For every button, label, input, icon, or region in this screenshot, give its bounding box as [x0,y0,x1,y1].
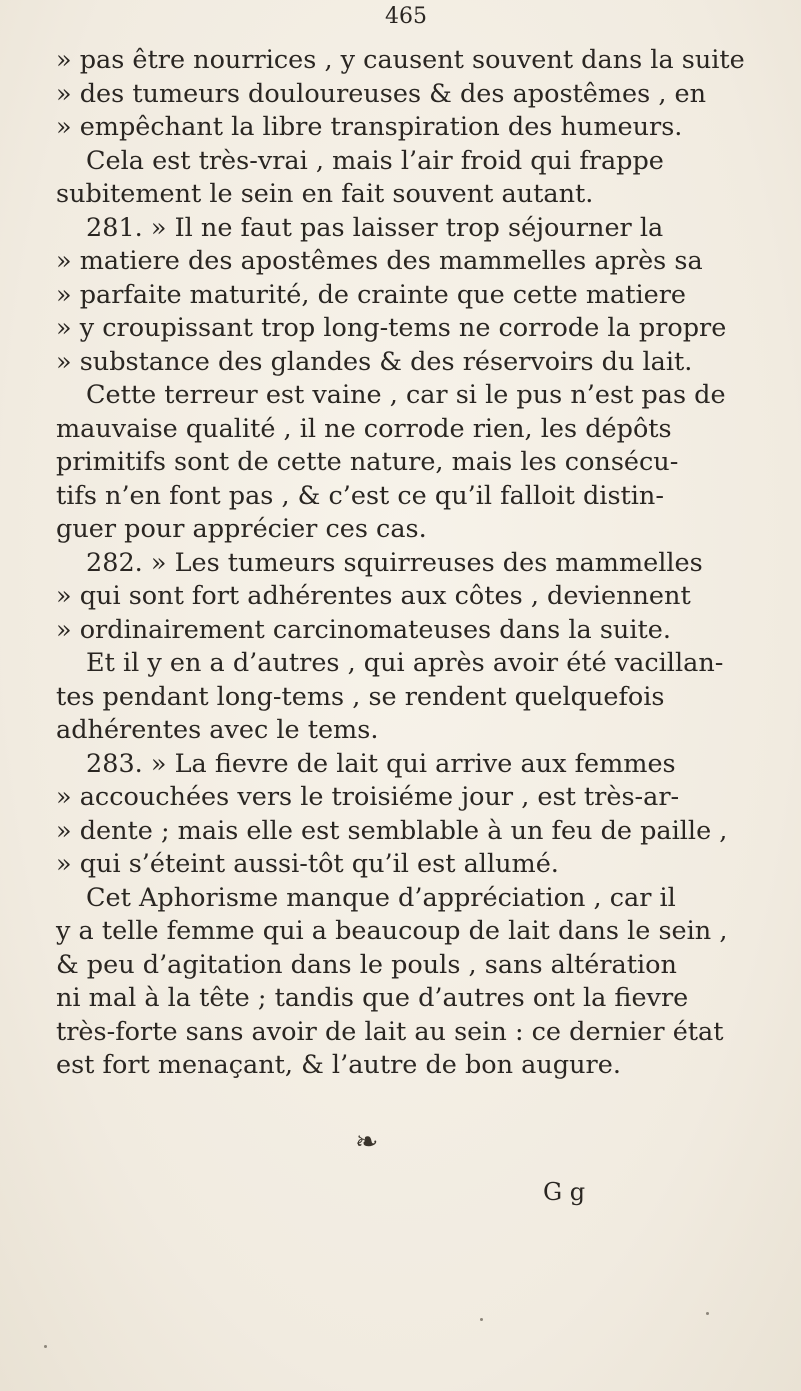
text-line: Cela est très-vrai , mais l’air froid qui frappe [86,145,664,176]
text-line: est fort menaçant, & l’autre de bon augure. [56,1050,621,1080]
text-line: ni mal à la tête ; tandis que d’autres ont la fievre [56,983,689,1013]
text-line: subitement le sein en fait souvent autant. [56,179,594,209]
text-line: » des tumeurs douloureuses & des apostêmes , en [56,78,707,109]
text-line: » empêchant la libre transpiration des humeurs. [56,112,683,142]
text-line: » parfaite maturité, de crainte que cette matiere [56,279,686,310]
text-line: » substance des glandes & des réservoirs du lait. [56,346,693,377]
paper-speck [44,1345,47,1348]
text-line: » pas être nourrices , y causent souvent dans la suite [56,45,745,75]
text-line: 281. » Il ne faut pas laisser trop séjourner la [86,212,664,243]
text-line: 283. » La fievre de lait qui arrive aux femmes [86,748,676,779]
text-line: Cet Aphorisme manque d’appréciation , car il [86,882,676,913]
text-line: Cette terreur est vaine , car si le pus n’est pas de [86,380,726,410]
text-line: » qui sont fort adhérentes aux côtes , deviennent [56,581,691,611]
text-line: très-forte sans avoir de lait au sein : ce dernier état [56,1016,724,1047]
text-line: primitifs sont de cette nature, mais les consécu- [56,447,679,477]
ornament-fleuron: ❧ [355,1125,379,1158]
body-text [56,44,761,1083]
text-line: tifs n’en font pas , & c’est ce qu’il falloit distin- [56,480,664,511]
text-line: » accouchées vers le troisiéme jour , est très-ar- [56,782,680,812]
paper-speck [706,1312,709,1315]
text-line: Et il y en a d’autres , qui après avoir été vacillan- [86,648,724,678]
text-line: » dente ; mais elle est semblable à un feu de paille , [56,815,728,846]
text-line: mauvaise qualité , il ne corrode rien, les dépôts [56,413,672,444]
text-line: & peu d’agitation dans le pouls , sans altération [56,949,677,980]
page-number: 465 [385,4,427,29]
text-line: » y croupissant trop long-tems ne corrode la propre [56,313,727,343]
text-line: guer pour apprécier ces cas. [56,514,427,544]
text-line: tes pendant long-tems , se rendent quelquefois [56,681,665,712]
printer-signature-mark: G g [543,1178,586,1206]
text-line: » matiere des apostêmes des mammelles après sa [56,246,703,276]
paper-speck [480,1318,483,1321]
text-line: y a telle femme qui a beaucoup de lait dans le sein , [56,916,728,946]
text-line: » qui s’éteint aussi-tôt qu’il est allumé. [56,849,559,879]
text-line: adhérentes avec le tems. [56,715,379,745]
text-line: 282. » Les tumeurs squirreuses des mammelles [86,547,703,578]
text-line: » ordinairement carcinomateuses dans la suite. [56,614,671,645]
